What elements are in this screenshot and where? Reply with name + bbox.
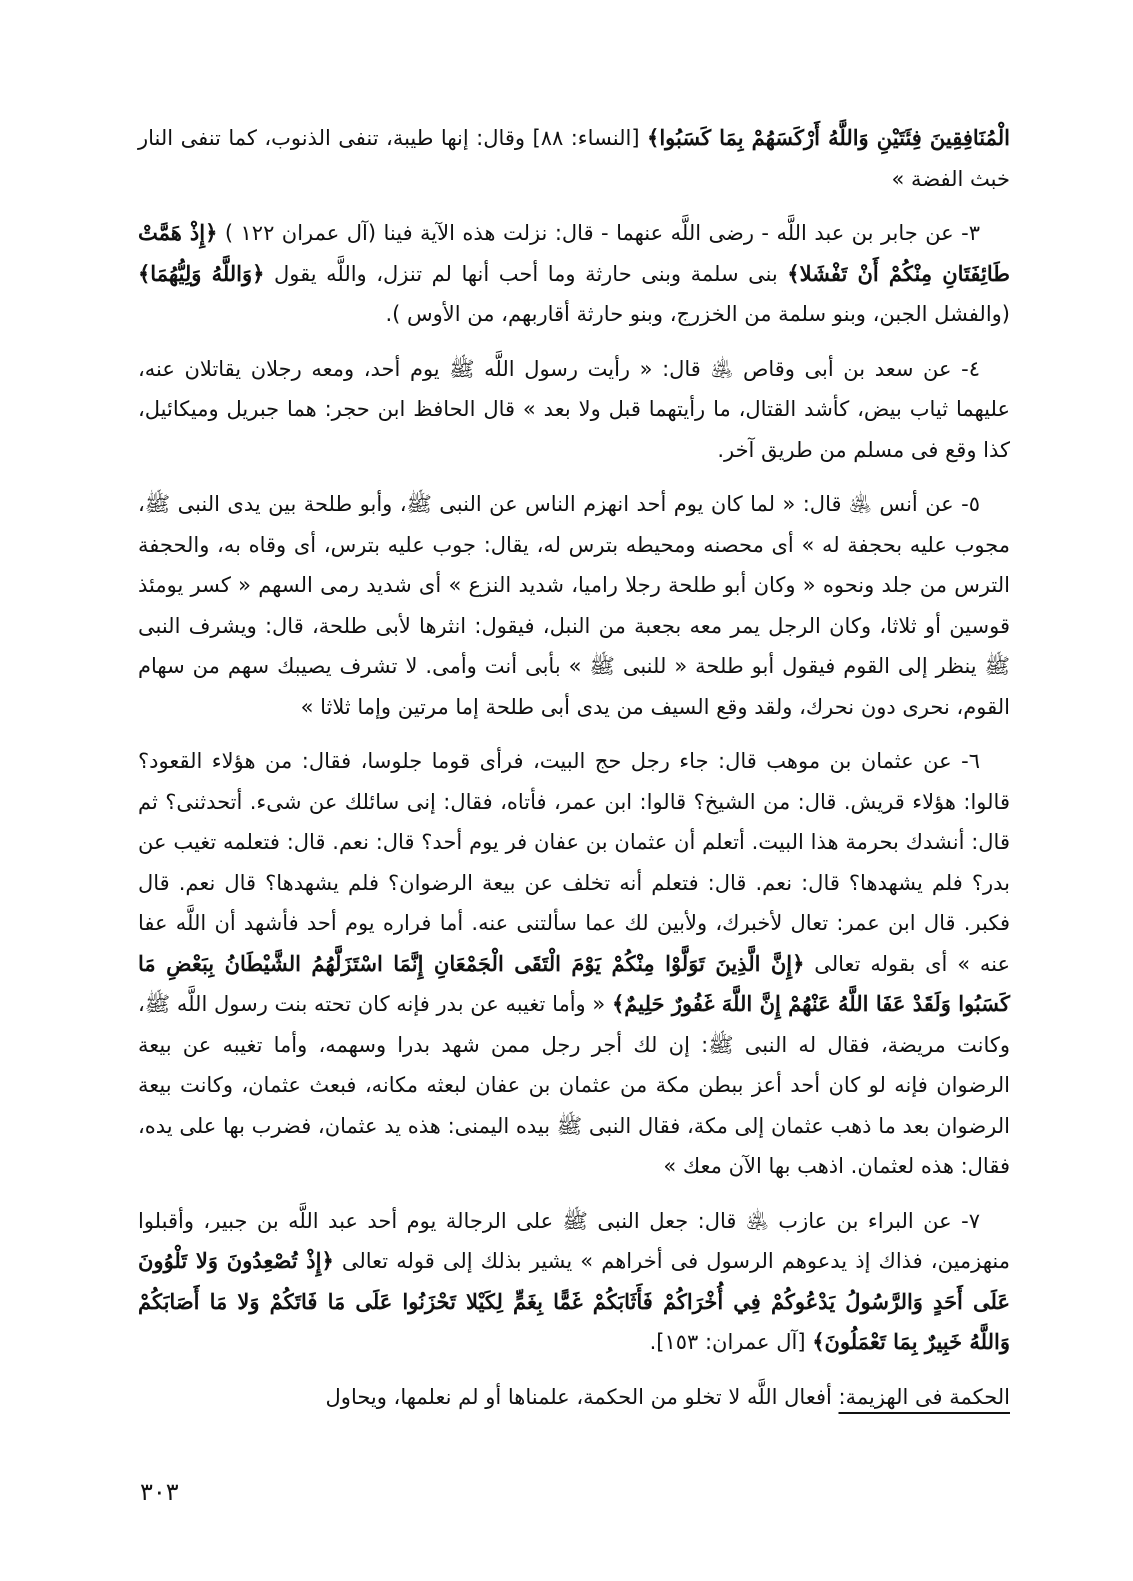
quran-verse: ﴿إِذْ هَمَّتْ طَائِفَتَانِ مِنْكُمْ أَنْ تَفْشَلا﴾ [138,220,1010,286]
paragraph-text: بنى سلمة وبنى حارثة وما أحب أنها لم تنزل، واللَّه يقول [264,261,788,286]
paragraph-3 [138,213,1010,335]
paragraph-4 [138,349,1010,471]
paragraph-text: ٧- عن البراء بن عازب ﵁ قال: جعل النبى ﷺ على الرجالة يوم أحد عبد اللَّه بن جبير، وأقبلوا منهزمين، فذاك إذ يدعوهم الرسول فى أخراهم » يشير بذلك إلى قوله تعالى [138,1208,1011,1273]
paragraph-text: « وأما تغيبه عن بدر فإنه كان تحته بنت رسول اللَّه ﷺ، وكانت مريضة، فقال له النبى ﷺ: إن لك أجر رجل ممن شهد بدرا وسهمه، وأما تغيبه عن بيعة الرضوان فإنه لو كان أحد أعز ببطن مكة من عثمان بن عفان لبعثه مكانه، فبعث عثمان، وكانت بيعة الرضوان بعد ما ذهب عثمان إلى مكة، فقال النبى ﷺ بيده اليمنى: هذه يد عثمان، فضرب بها على يده، فقال: هذه لعثمان. اذهب بها الآن معك » [138,992,1010,1178]
paragraph-6 [138,741,1010,1187]
paragraph-8 [138,1377,1010,1418]
paragraph-2-continuation [138,118,1010,199]
paragraph-5 [138,484,1010,727]
paragraph-text: أفعال اللَّه لا تخلو من الحكمة، علمناها أو لم نعلمها، ويحاول [325,1384,839,1409]
document-page [138,118,1010,1431]
quran-verse: الْمُنَافِقِينَ فِئَتَيْنِ وَاللَّهُ أَرْكَسَهُمْ بِمَا كَسَبُوا﴾ [647,125,1011,150]
paragraph-text: ٦- عن عثمان بن موهب قال: جاء رجل حج البيت، فرأى قوما جلوسا، فقال: من هؤلاء القعود؟ قالوا: هؤلاء قريش. قال: من الشيخ؟ قالوا: ابن عمر، فأتاه، فقال: إنى سائلك عن شىء. أتحدثنى؟ ثم قال: أنشدك بحرمة هذا البيت. أتعلم أن عثمان بن عفان فر يوم أحد؟ قال: نعم. قال: فتعلمه تغيب عن بدر؟ فلم يشهدها؟ قال: نعم. قال: فتعلم أنه تخلف عن بيعة الرضوان؟ فلم يشهدها؟ قال نعم. قال فكبر. قال ابن عمر: تعال لأخبرك، ولأبين لك عما سألتنى عنه. أما فراره يوم أحد فأشهد أن اللَّه عفا عنه » أى بقوله تعالى [138,749,1010,976]
quran-verse: ﴿إِذْ تُصْعِدُونَ وَلا تَلْوُونَ عَلَى أَحَدٍ وَالرَّسُولُ يَدْعُوكُمْ فِي أُخْرَاكُمْ فَأَثَابَكُمْ غَمًّا بِغَمٍّ لِكَيْلا تَحْزَنُوا عَلَى مَا فَاتَكُمْ وَلا مَا أَصَابَكُمْ وَاللَّهُ خَبِيرٌ بِمَا تَعْمَلُونَ﴾ [138,1248,1010,1354]
paragraph-text: (والفشل الجبن، وبنو سلمة من الخزرج، وبنو حارثة أقاربهم، من الأوس ). [385,302,1010,326]
page-number: ٣٠٣ [140,1478,179,1506]
section-heading: الحكمة فى الهزيمة: [838,1384,1010,1409]
quran-verse: ﴿وَاللَّهُ وَلِيُّهُمَا﴾ [138,260,265,286]
paragraph-text: ٤- عن سعد بن أبى وقاص ﵁ قال: « رأيت رسول اللَّه ﷺ يوم أحد، ومعه رجلان يقاتلان عنه، عليهما ثياب بيض، كأشد القتال، ما رأيتهما قبل ولا بعد » قال الحافظ ابن حجر: هما جبريل وميكائيل، كذا وقع فى مسلم من طريق آخر. [138,356,1010,462]
paragraph-text: ٥- عن أنس ﵁ قال: « لما كان يوم أحد انهزم الناس عن النبى ﷺ، وأبو طلحة بين يدى النبى ﷺ، مجوب عليه بحجفة له » أى محصنه ومحيطه بترس له، يقال: جوب عليه بترس، أى وقاه به، والحجفة الترس من جلد ونحوه « وكان أبو طلحة رجلا راميا، شديد النزع » أى شديد رمى السهم « كسر يومئذ قوسين أو ثلاثا، وكان الرجل يمر معه بجعبة من النبل، فيقول: انثرها لأبى طلحة، قال: ويشرف النبى ﷺ ينظر إلى القوم فيقول أبو طلحة « للنبى ﷺ » بأبى أنت وأمى. لا تشرف يصيبك سهم من سهام القوم، نحرى دون نحرك، ولقد وقع السيف من يدى أبى طلحة إما مرتين وإما ثلاثا » [138,492,1010,719]
paragraph-text: [آل عمران: ١٥٣]. [649,1330,813,1354]
paragraph-text: [النساء: ٨٨] وقال: إنها طيبة، تنفى الذنوب، كما تنفى النار خبث الفضة » [138,126,1010,191]
quran-verse: ﴿إِنَّ الَّذِينَ تَوَلَّوْا مِنْكُمْ يَوْمَ الْتَقَى الْجَمْعَانِ إِنَّمَا اسْتَزَلَّهُمُ الشَّيْطَانُ بِبَعْضِ مَا كَسَبُوا وَلَقَدْ عَفَا اللَّهُ عَنْهُمْ إِنَّ اللَّهَ غَفُورٌ حَلِيمٌ﴾ [138,950,1010,1016]
paragraph-text: ٣- عن جابر بن عبد اللَّه - رضى اللَّه عنهما - قال: نزلت هذه الآية فينا (آل عمران ١٢٢ ) [217,221,981,245]
paragraph-7 [138,1201,1010,1363]
